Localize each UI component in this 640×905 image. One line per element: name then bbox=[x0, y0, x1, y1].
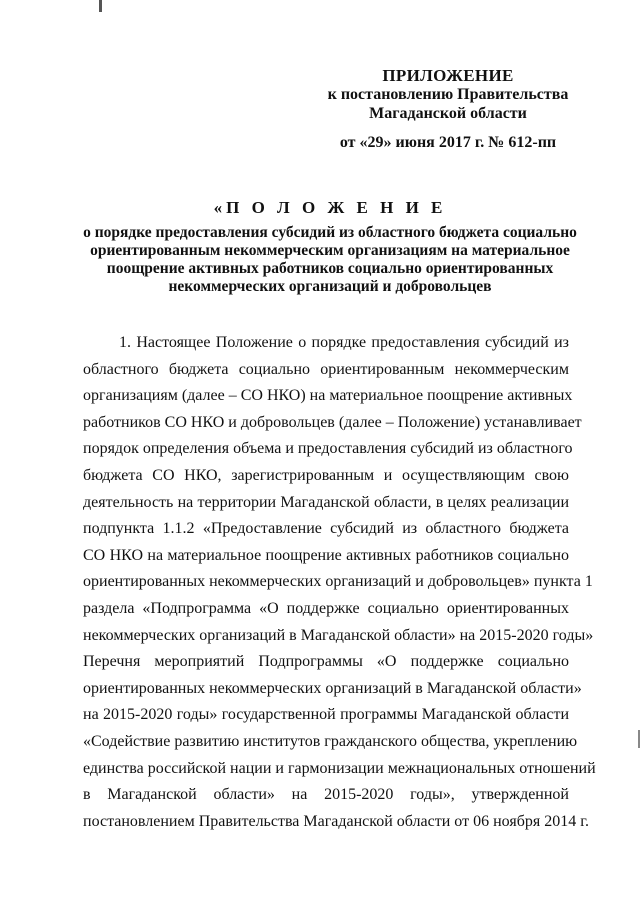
body-paragraph bbox=[83, 330, 596, 835]
body-line: на 2015-2020 годы» государственной программы Магаданской области bbox=[83, 706, 569, 724]
heading-line-2: ориентированным некоммерческим организациям на материальное bbox=[90, 242, 570, 259]
body-line: бюджета СО НКО, зарегистрированным и осуществляющим свою bbox=[83, 466, 569, 484]
body-line: 1. Настоящее Положение о порядке предоставления субсидий из bbox=[119, 334, 569, 351]
appendix-date: от «29» июня 2017 г. № 612-пп bbox=[339, 134, 557, 151]
heading-line-3: поощрение активных работников социально ориентированных bbox=[106, 260, 554, 277]
heading-line-4: некоммерческих организаций и добровольцев bbox=[168, 278, 492, 295]
body-line: раздела «Подпрограмма «О поддержке социально ориентированных bbox=[83, 599, 569, 617]
body-line: единства российской нации и гармонизации межнациональных отношений bbox=[83, 759, 596, 777]
body-line: организациям (далее – СО НКО) на материальное поощрение активных bbox=[83, 387, 573, 405]
document-title: «П О Л О Ж Е Н И Е bbox=[213, 198, 447, 217]
body-line: некоммерческих организаций в Магаданской области» на 2015-2020 годы» bbox=[83, 626, 594, 644]
appendix-line-2: Магаданской области bbox=[369, 105, 527, 122]
body-line: областного бюджета социально ориентированным некоммерческим bbox=[83, 360, 569, 378]
body-line: ориентированных некоммерческих организаций в Магаданской области» bbox=[83, 679, 582, 697]
body-line: СО НКО на материальное поощрение активных работников социально bbox=[83, 546, 569, 564]
body-line: работников СО НКО и добровольцев (далее – Положение) устанавливает bbox=[83, 413, 582, 431]
body-line: «Содействие развитию институтов гражданского общества, укреплению bbox=[83, 732, 578, 750]
body-line: в Магаданской области» на 2015-2020 годы», утвержденной bbox=[83, 786, 569, 804]
document-heading bbox=[60, 198, 600, 296]
body-line: Перечня мероприятий Подпрограммы «О поддержке социально bbox=[83, 653, 569, 671]
body-line: порядок определения объема и предоставления субсидий из областного bbox=[83, 440, 573, 458]
appendix-block bbox=[318, 66, 578, 152]
heading-line-1: о порядке предоставления субсидий из областного бюджета социально bbox=[83, 224, 577, 241]
scan-mark bbox=[99, 0, 102, 12]
body-line: постановлением Правительства Магаданской области от 06 ноября 2014 г. bbox=[83, 812, 589, 830]
body-line: подпункта 1.1.2 «Предоставление субсидий из областного бюджета bbox=[83, 520, 569, 538]
body-line: деятельность на территории Магаданской области, в целях реализации bbox=[83, 493, 569, 511]
body-line: ориентированных некоммерческих организаций и добровольцев» пункта 1 bbox=[83, 573, 593, 591]
appendix-line-1: к постановлению Правительства bbox=[327, 86, 569, 103]
appendix-title: ПРИЛОЖЕНИЕ bbox=[382, 66, 514, 85]
